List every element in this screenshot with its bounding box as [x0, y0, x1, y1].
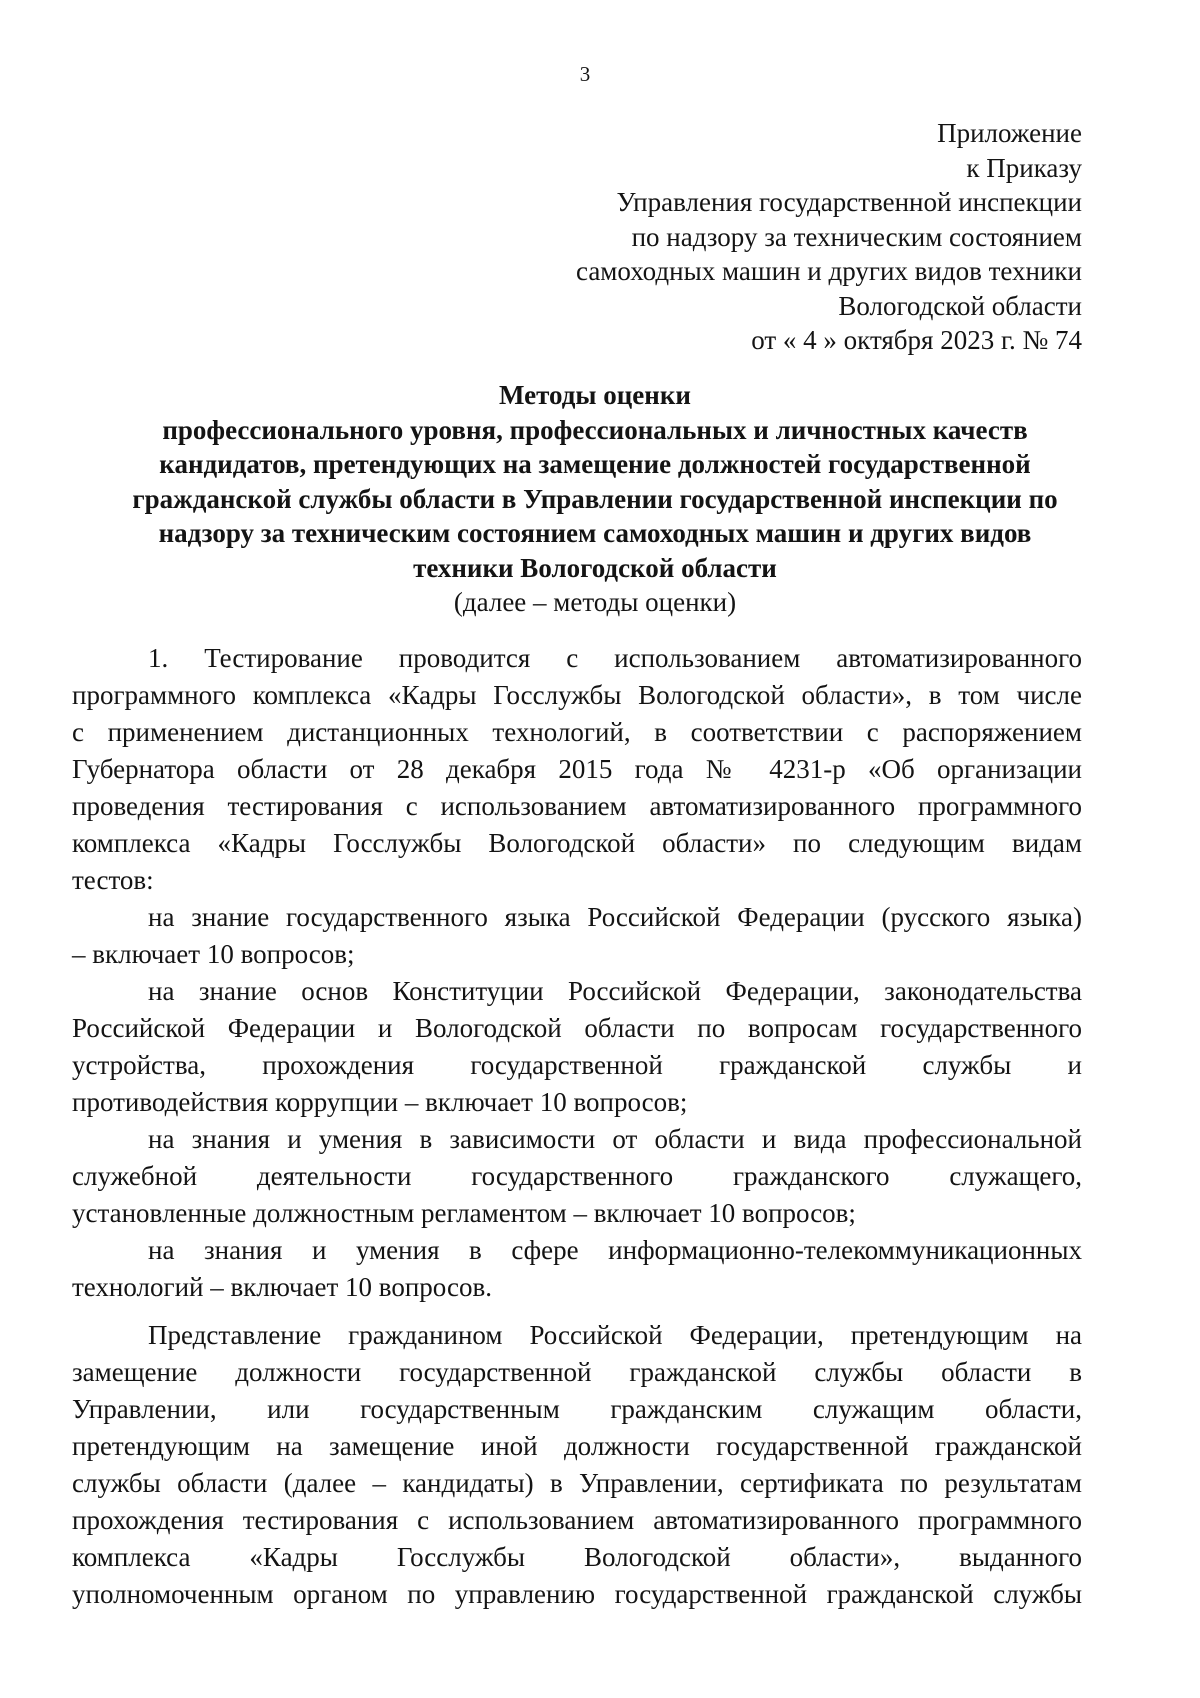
paragraph — [72, 899, 1082, 973]
paragraph-line: – включает 10 вопросов; — [72, 939, 355, 969]
paragraph-line: претендующим на замещение иной должности государственной гражданской — [72, 1431, 1082, 1461]
paragraph-line: 1. Тестирование проводится с использованием автоматизированного — [148, 643, 1082, 673]
paragraph-line: на знания и умения в зависимости от области и вида профессиональной — [148, 1124, 1082, 1154]
paragraph-line: службы области (далее – кандидаты) в Управлении, сертификата по результатам — [72, 1468, 1082, 1498]
paragraph-line: проведения тестирования с использованием автоматизированного программного — [72, 791, 1082, 821]
appendix-line: Приложение — [937, 118, 1082, 148]
paragraph-line: Управлении, или государственным гражданским служащим области, — [72, 1394, 1082, 1424]
title-line: техники Вологодской области — [413, 552, 777, 583]
page-number: 3 — [579, 62, 591, 86]
appendix-line: Управления государственной инспекции — [616, 187, 1082, 217]
paragraph-line: установленные должностным регламентом – включает 10 вопросов; — [72, 1198, 856, 1228]
paragraph — [72, 973, 1082, 1121]
title-line: профессионального уровня, профессиональных и личностных качеств — [162, 414, 1028, 445]
paragraph — [72, 640, 1082, 899]
appendix-line: к Приказу — [966, 152, 1082, 183]
paragraph-line: комплекса «Кадры Госслужбы Вологодской области» по следующим видам — [72, 828, 1082, 858]
title-note: (далее – методы оценки) — [453, 587, 737, 617]
paragraph-line: Губернатора области от 28 декабря 2015 года № 4231-р «Об организации — [72, 754, 1082, 784]
title-line: гражданской службы области в Управлении государственной инспекции по — [132, 483, 1058, 514]
paragraph-line: тестов: — [72, 865, 154, 895]
paragraph — [72, 1232, 1082, 1306]
paragraph-line: технологий – включает 10 вопросов. — [72, 1272, 492, 1302]
paragraph-line: устройства, прохождения государственной гражданской службы и — [72, 1050, 1082, 1080]
paragraph-line: уполномоченным органом по управлению государственной гражданской службы — [72, 1579, 1082, 1609]
appendix-header — [576, 116, 1082, 358]
title-line: Методы оценки — [499, 380, 691, 410]
paragraph-line: программного комплекса «Кадры Госслужбы Вологодской области», в том числе — [72, 680, 1082, 710]
paragraph — [72, 1317, 1082, 1613]
appendix-line: от « 4 » октября 2023 г. № 74 — [751, 325, 1082, 355]
paragraph-line: с применением дистанционных технологий, в соответствии с распоряжением — [72, 717, 1082, 747]
paragraph-gap — [72, 1306, 1082, 1317]
appendix-line: самоходных машин и других видов техники — [576, 256, 1082, 286]
paragraph-line: на знания и умения в сфере информационно-телекоммуникационных — [148, 1235, 1082, 1265]
appendix-line: Вологодской области — [838, 290, 1082, 321]
title-line: кандидатов, претендующих на замещение должностей государственной — [159, 449, 1031, 479]
paragraph-line: Представление гражданином Российской Федерации, претендующим на — [148, 1320, 1082, 1350]
document-body — [72, 640, 1082, 1613]
paragraph-line: замещение должности государственной гражданской службы области в — [72, 1357, 1082, 1387]
paragraph-line: Российской Федерации и Вологодской области по вопросам государственного — [72, 1013, 1082, 1043]
paragraph-line: противодействия коррупции – включает 10 вопросов; — [72, 1087, 688, 1117]
document-title — [60, 378, 1130, 620]
paragraph-line: на знание государственного языка Российской Федерации (русского языка) — [148, 902, 1082, 932]
paragraph-line: на знание основ Конституции Российской Федерации, законодательства — [148, 976, 1082, 1006]
title-line: надзору за техническим состоянием самоходных машин и других видов — [158, 518, 1032, 548]
paragraph-line: прохождения тестирования с использованием автоматизированного программного — [72, 1505, 1082, 1535]
paragraph-line: служебной деятельности государственного гражданского служащего, — [72, 1161, 1082, 1191]
paragraph — [72, 1121, 1082, 1232]
appendix-line: по надзору за техническим состоянием — [631, 221, 1082, 252]
paragraph-line: комплекса «Кадры Госслужбы Вологодской области», выданного — [72, 1542, 1082, 1572]
